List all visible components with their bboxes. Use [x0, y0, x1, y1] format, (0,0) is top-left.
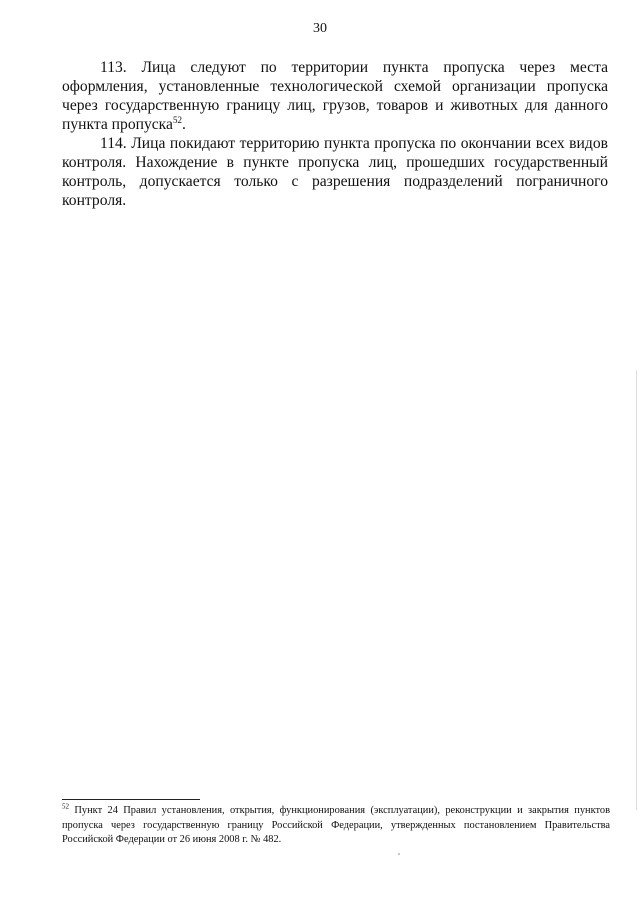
paragraph-114: 114. Лица покидают территорию пункта пропуска по окончании всех видов контроля. Нахождение в пункте пропуска лиц, прошедших государственный контроль, допускается только с разрешения подразделений пограничного контроля.: [62, 135, 608, 209]
page-number: 30: [313, 21, 327, 36]
footnote-mark: 52: [62, 802, 69, 811]
scan-speck: [398, 853, 400, 855]
body-text: [62, 58, 608, 210]
paragraph-113: [62, 58, 608, 134]
scan-edge-line: [636, 370, 637, 810]
paragraph-113-text: 113. Лица следуют по территории пункта пропуска через места оформления, установленные технологической схемой организации пропуска через государственную границу лиц, грузов, товаров и животных для данного пункта пропуска: [62, 59, 608, 133]
footnote-reference: 52: [172, 114, 182, 125]
paragraph-113-tail: .: [181, 116, 186, 133]
footnote-text: Пункт 24 Правил установления, открытия, функционирования (эксплуатации), реконструкции и закрытия пунктов пропуска через государственную границу Российской Федерации, утвержденных постановлением Правительства Российской Федерации от 26 июня 2008 г. № 482.: [62, 805, 610, 845]
footnote: [62, 804, 610, 848]
footnote-separator: [62, 799, 200, 800]
